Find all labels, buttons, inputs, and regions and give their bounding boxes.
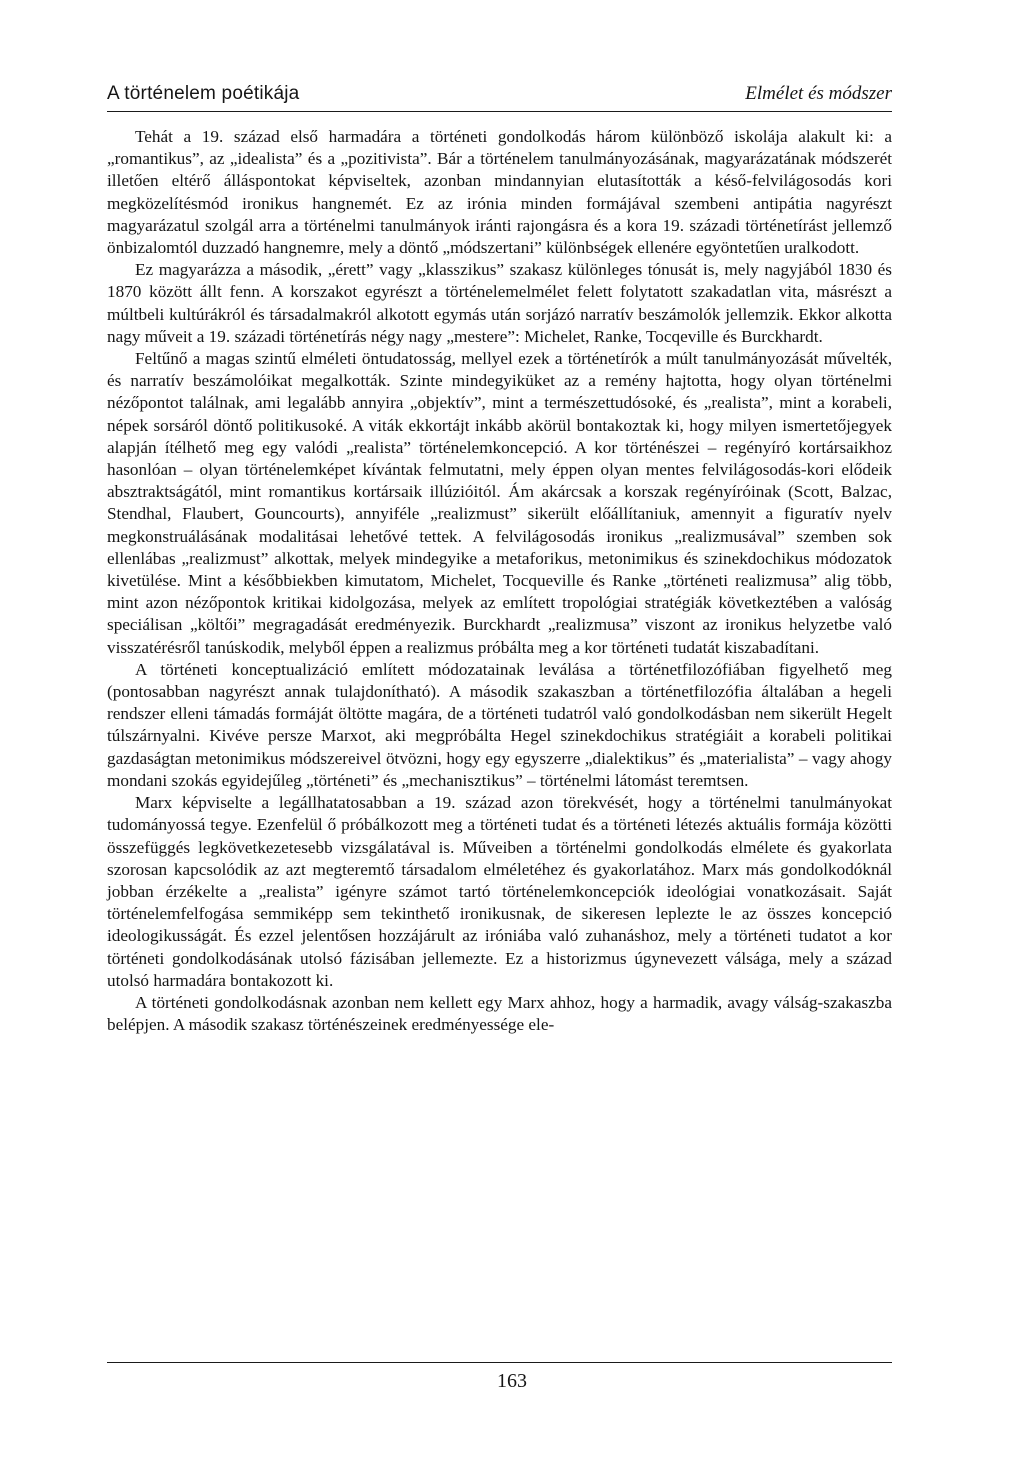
paragraph: Tehát a 19. század első harmadára a történeti gondolkodás három különböző iskolája alakult ki: a „romantikus”, az „idealista” és a „pozitivista”. Bár a történelem tanulmányozásának, magyarázatának módszerét illetően eltérő álláspontokat képviseltek, azonban mindannyian elutasították a késő-felvilágosodás kori megközelítésmód ironikus hangnemét. Ez az irónia minden formájával szembeni antipátia nagyrészt magyarázatul szolgál arra a történelmi tanulmányok iránti rajongásra és a kora 19. századi történetírást jellemző önbizalomtól duzzadó hangnemre, mely a döntő „módszertani” különbségek ellenére egyöntetűen uralkodott.	[107, 127, 892, 258]
page-number: 163	[497, 1370, 527, 1392]
paragraph: Ez magyarázza a második, „érett” vagy „klasszikus” szakasz különleges tónusát is, mely nagyjából 1830 és 1870 között állt fenn. A korszakot egyrészt a történelemelmélet felett folytatott szakadatlan vita, másrészt a múltbeli kultúrákról és társadalmakról alkotott egymás után sorjázó narratív beszámolók jellemzik. Ekkor alkotta nagy műveit a 19. századi történetírás négy nagy „mestere”: Michelet, Ranke, Tocqeville és Burckhardt.	[107, 260, 892, 346]
body-text	[107, 126, 892, 1036]
paragraph: A történeti gondolkodásnak azonban nem kellett egy Marx ahhoz, hogy a harmadik, avagy válság-szakaszba belépjen. A második szakasz történészeinek eredményessége ele-	[107, 992, 892, 1035]
book-title: A történelem poétikája	[107, 83, 300, 104]
running-header	[107, 82, 892, 108]
chapter-title: Elmélet és módszer	[745, 83, 892, 104]
paragraph: A történeti konceptualizáció említett módozatainak leválása a történetfilozófiában figyelhető meg (pontosabban nagyrészt annak tulajdonítható). A második szakaszban a történetfilozófia általában a hegeli rendszer elleni támadás formáját öltötte magára, de a történeti tudatról való gondolkodásban nem sikerült Hegelt túlszárnyalni. Kivéve persze Marxot, aki megpróbálta Hegel szinekdochikus stratégiáit a korabeli politikai gazdaságtan metonimikus módszereivel ötvözni, hogy egy egyszerre „dialektikus” és „materialista” – vagy ahogy mondani szokás egyidejűleg „történeti” és „mechanisztikus” – történelmi látomást teremtsen.	[107, 659, 892, 790]
paragraph: Marx képviselte a legállhatatosabban a 19. század azon törekvését, hogy a történelmi tanulmányokat tudományossá tegye. Ezenfelül ő próbálkozott meg a történeti tudat és a történeti létezés aktuális formája közötti összefüggés legkövetkezetesebb vizsgálatával is. Műveiben a történelmi gondolkodás elmélete és gyakorlata szorosan kapcsolódik az azt megteremtő társadalom elméletéhez és gyakorlatához. Marx más gondolkodóknál jobban érzékelte a „realista” igényre számot tartó történelemkoncepciók ideológiai vonatkozásait. Saját történelemfelfogása semmiképp sem tekinthető ironikusnak, de sikeresen leplezte le az összes koncepció ideologikusságát. És ezzel jelentősen hozzájárult az iróniába való zuhanáshoz, mely a történeti tudatot a kor történeti gondolkodásának utolsó fázisában jellemezte. Ez a historizmus úgynevezett válsága, mely a század utolsó harmadára bontakozott ki.	[107, 793, 892, 990]
paragraph: Feltűnő a magas szintű elméleti öntudatosság, mellyel ezek a történetírók a múlt tanulmányozását művelték, és narratív beszámolóikat megalkották. Szinte mindegyiküket az a remény hajtotta, hogy olyan történelmi nézőpontot találnak, ami legalább annyira „objektív”, mint a természettudósoké, és „realista”, mint a korabeli, népek sorsáról döntő politikusoké. A viták ekkortájt inkább akörül bontakoztak ki, hogy milyen ismertetőjegyek alapján ítélhető meg egy valódi „realista” történelemkoncepció. A kor történészei – regényíró kortársaikhoz hasonlóan – olyan történelemképet kívántak felmutatni, mely éppen olyan mentes felvilágosodás-kori elődeik absztraktságától, mint romantikus kortársaik illúzióitól. Ám akárcsak a korszak regényíróinak (Scott, Balzac, Stendhal, Flaubert, Gouncourts), annyiféle „realizmust” sikerült előállítaniuk, amennyit a figuratív nyelv megkonstruálásának modalitásai lehetővé tettek. A felvilágosodás ironikus „realizmusával” szemben sok ellenlábas „realizmust” alkottak, melyek mindegyike a metaforikus, metonimikus és szinekdochikus módozatok kivetülése. Mint a későbbiekben kimutatom, Michelet, Tocqueville és Ranke „történeti realizmusa” alig több, mint azon nézőpontok kritikai kidolgozása, melyek az említett tropológiai stratégiák következtében a valóság speciálisan „költői” megragadását eredményezik. Burckhardt „realizmusa” viszont az ironikus helyzetbe való visszatérésről tanúskodik, melyből éppen a realizmus próbálta meg a kor történeti tudatát kiszabadítani.	[107, 349, 892, 657]
footer-divider	[107, 1362, 892, 1363]
header-divider	[107, 111, 892, 112]
